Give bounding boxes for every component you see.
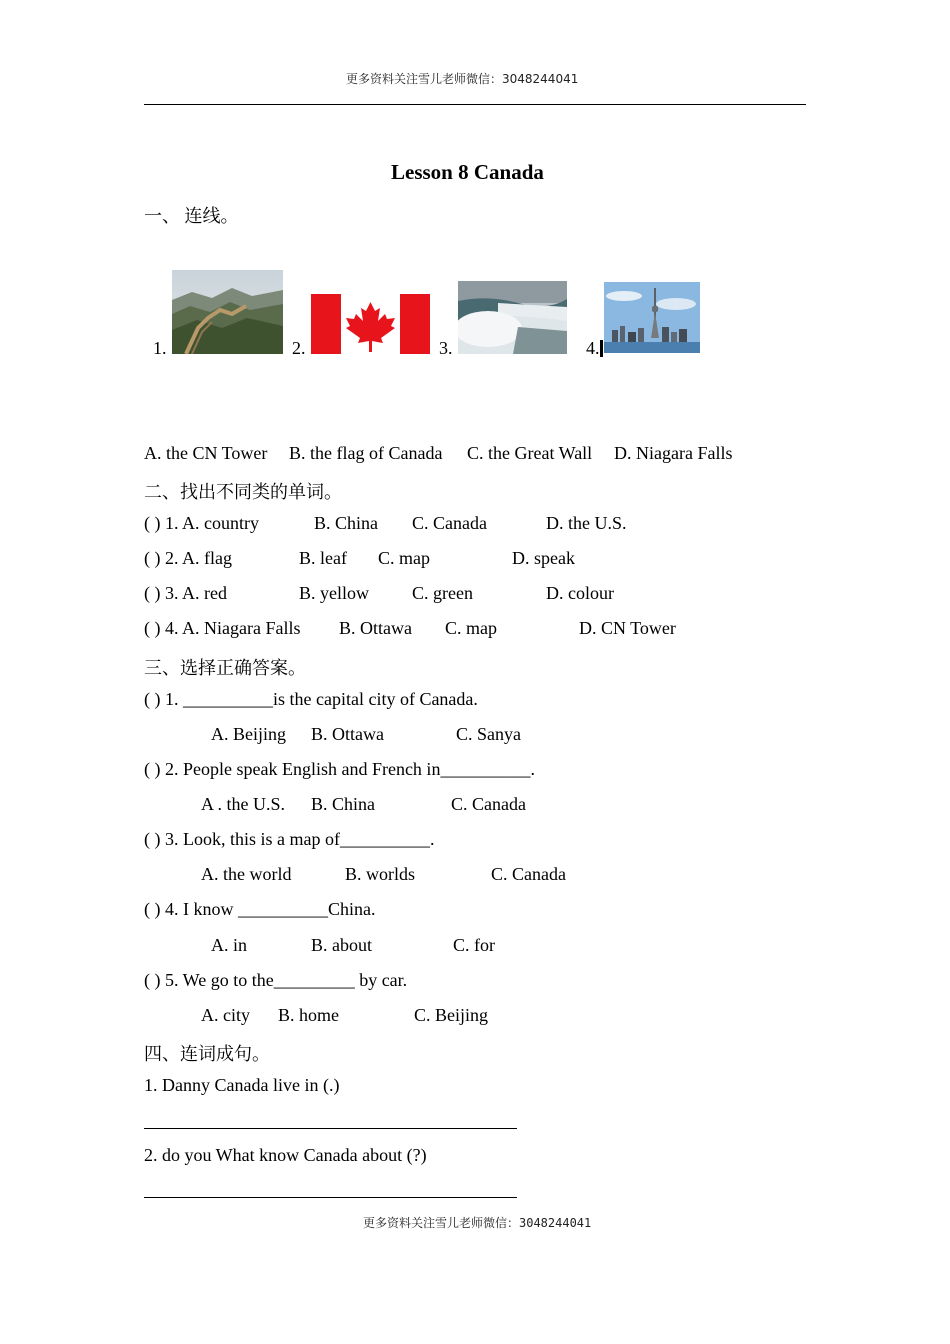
odd-one-option-b: B. Ottawa bbox=[339, 618, 412, 638]
odd-one-option-b: B. leaf bbox=[299, 548, 347, 568]
choice-question-4: ( ) 4. I know __________China. bbox=[144, 899, 376, 919]
match-option-d: D. Niagara Falls bbox=[614, 443, 733, 463]
odd-one-option-c: C. Canada bbox=[412, 513, 487, 533]
choice-option-a: A . the U.S. bbox=[201, 794, 286, 814]
choice-option-c: C. Canada bbox=[491, 864, 566, 884]
choice-option-c: C. Canada bbox=[451, 794, 526, 814]
odd-one-option-d: D. speak bbox=[512, 548, 575, 568]
match-option-c: C. the Great Wall bbox=[467, 443, 593, 463]
choice-option-a: A. in bbox=[211, 935, 247, 955]
choice-option-c: C. for bbox=[453, 935, 495, 955]
answer-line-2 bbox=[144, 1197, 517, 1198]
choice-option-c: C. Sanya bbox=[456, 724, 521, 744]
sentence-item-1: 1. Danny Canada live in (.) bbox=[144, 1075, 340, 1095]
choice-option-c: C. Beijing bbox=[414, 1005, 489, 1025]
page-title: Lesson 8 Canada bbox=[391, 160, 544, 184]
odd-one-option-d: D. colour bbox=[546, 583, 614, 603]
choice-question-2: ( ) 2. People speak English and French in__________. bbox=[144, 759, 535, 779]
choice-option-a: A. city bbox=[201, 1005, 250, 1025]
odd-one-question-4: ( ) 4. A. Niagara Falls bbox=[144, 618, 301, 638]
text-cursor-mark bbox=[600, 340, 603, 357]
choice-option-b: B. China bbox=[311, 794, 376, 814]
odd-one-option-c: C. map bbox=[445, 618, 497, 638]
choice-option-b: B. home bbox=[278, 1005, 339, 1025]
choice-question-5: ( ) 5. We go to the_________ by car. bbox=[144, 970, 408, 990]
odd-one-option-c: C. green bbox=[412, 583, 473, 603]
great-wall-picture bbox=[172, 270, 283, 354]
section1-heading: 一、 连线。 bbox=[144, 206, 239, 226]
answer-line-1 bbox=[144, 1128, 517, 1129]
choice-option-b: B. Ottawa bbox=[311, 724, 384, 744]
section2-heading: 二、找出不同类的单词。 bbox=[144, 482, 342, 502]
header-rule bbox=[144, 104, 806, 105]
choice-option-b: B. worlds bbox=[345, 864, 416, 884]
odd-one-question-3: ( ) 3. A. red bbox=[144, 583, 227, 603]
odd-one-option-c: C. map bbox=[378, 548, 430, 568]
odd-one-option-b: B. yellow bbox=[299, 583, 369, 603]
picture-number-3: 3. bbox=[439, 338, 453, 358]
sentence-item-2: 2. do you What know Canada about (?) bbox=[144, 1145, 427, 1165]
odd-one-option-b: B. China bbox=[314, 513, 379, 533]
choice-option-b: B. about bbox=[311, 935, 372, 955]
odd-one-question-1: ( ) 1. A. country bbox=[144, 513, 259, 533]
cn-tower-picture bbox=[604, 282, 700, 353]
page-footer: 更多资料关注雪儿老师微信：3048244041 bbox=[363, 1216, 592, 1230]
choice-option-a: A. Beijing bbox=[211, 724, 286, 744]
choice-question-3: ( ) 3. Look, this is a map of__________. bbox=[144, 829, 435, 849]
picture-number-4: 4. bbox=[586, 338, 600, 358]
canada-flag-picture bbox=[311, 294, 430, 354]
match-option-b: B. the flag of Canada bbox=[289, 443, 443, 463]
page-header: 更多资料关注雪儿老师微信：3048244041 bbox=[346, 72, 579, 86]
picture-number-2: 2. bbox=[292, 338, 306, 358]
odd-one-option-d: D. CN Tower bbox=[579, 618, 676, 638]
section3-heading: 三、选择正确答案。 bbox=[144, 658, 306, 678]
niagara-falls-picture bbox=[458, 281, 567, 354]
odd-one-question-2: ( ) 2. A. flag bbox=[144, 548, 232, 568]
choice-option-a: A. the world bbox=[201, 864, 292, 884]
picture-number-1: 1. bbox=[153, 338, 167, 358]
odd-one-option-d: D. the U.S. bbox=[546, 513, 627, 533]
match-option-a: A. the CN Tower bbox=[144, 443, 268, 463]
choice-question-1: ( ) 1. __________is the capital city of Canada. bbox=[144, 689, 478, 709]
section4-heading: 四、连词成句。 bbox=[144, 1044, 270, 1064]
